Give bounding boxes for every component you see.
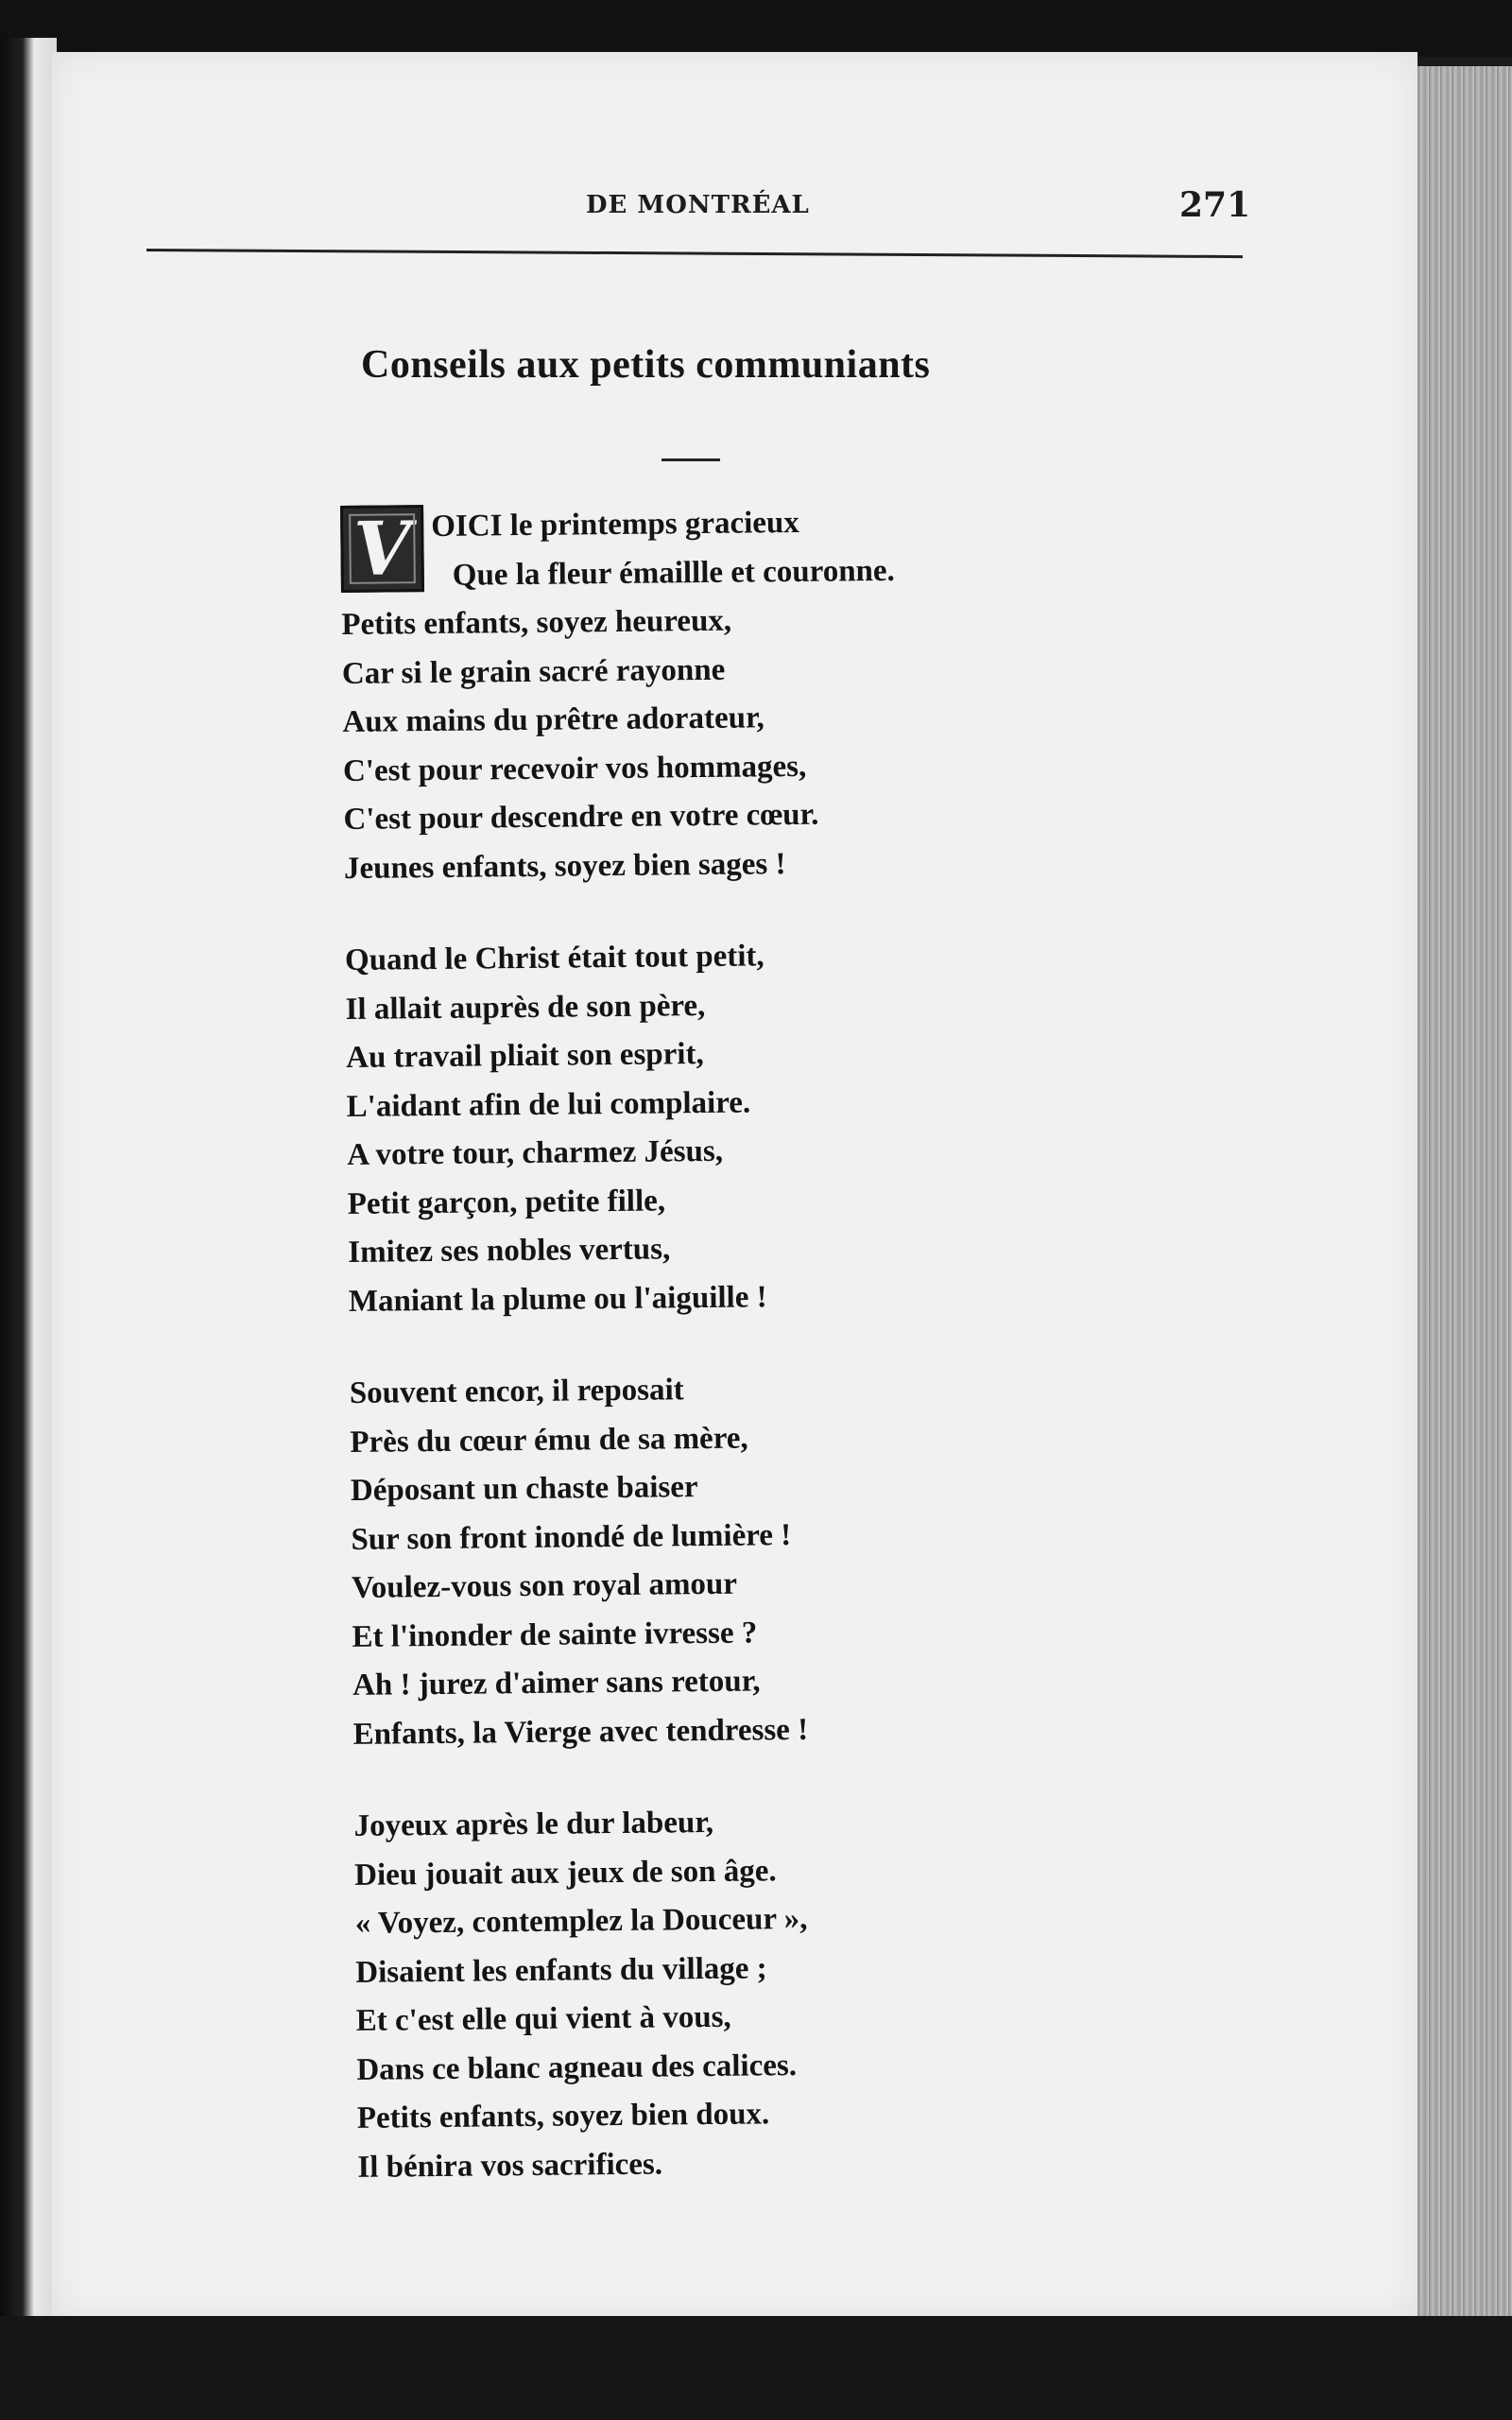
title-rule	[662, 458, 720, 461]
running-head: DE MONTRÉAL	[586, 191, 810, 219]
poem-line: Et l'inonder de sainte ivresse ?	[352, 1615, 758, 1654]
poem-line: C'est pour descendre en votre cœur.	[343, 797, 819, 837]
poem-line: Petits enfants, soyez bien doux.	[356, 2097, 770, 2135]
poem-line: C'est pour recevoir vos hommages,	[342, 749, 807, 788]
book-spine-edge	[0, 38, 57, 2363]
poem-line: Il bénira vos sacrifices.	[357, 2147, 663, 2185]
stanza-1	[340, 495, 1147, 893]
page-stack-edge	[1418, 66, 1512, 2335]
poem-line: Près du cœur ému de sa mère,	[350, 1421, 748, 1460]
poem-line: Voulez-vous son royal amour	[351, 1566, 738, 1605]
poem-line: « Voyez, contemplez la Douceur »,	[354, 1901, 808, 1941]
poem-line: Imitez ses nobles vertus,	[348, 1232, 671, 1270]
poem-line: Au travail pliait son esprit,	[345, 1037, 704, 1075]
poem-line: Déposant un chaste baiser	[350, 1470, 698, 1508]
dropcap-block	[340, 495, 1144, 601]
stanza-4	[353, 1794, 1160, 2192]
poem-line: Jeunes enfants, soyez bien sages !	[343, 846, 786, 886]
poem-line: Sur son front inondé de lumière !	[351, 1517, 792, 1557]
stanza-2	[345, 928, 1152, 1326]
page-number: 271	[1179, 185, 1251, 225]
poem-line: Souvent encor, il reposait	[349, 1373, 684, 1410]
poem-line: Et c'est elle qui vient à vous,	[355, 1999, 731, 2038]
poem-line: Que la fleur émaillle et couronne.	[452, 553, 896, 593]
poem-line: Il allait auprès de son père,	[345, 988, 706, 1027]
stanza-3	[350, 1361, 1157, 1759]
scan-border-bottom	[0, 2316, 1512, 2420]
poem-line: Joyeux après le dur labeur,	[353, 1805, 714, 1843]
poem-line: Petit garçon, petite fille,	[347, 1183, 666, 1221]
poem-line: Enfants, la Vierge avec tendresse !	[352, 1712, 809, 1752]
poem-line: OICI le printemps gracieux	[431, 505, 799, 544]
poem-line: A votre tour, charmez Jésus,	[347, 1133, 724, 1172]
poem-line: Maniant la plume ou l'aiguille !	[348, 1279, 767, 1319]
ornamental-dropcap: V	[340, 505, 424, 593]
poem-line: L'aidant afin de lui complaire.	[346, 1084, 751, 1124]
poem-line: Dieu jouait aux jeux de son âge.	[354, 1853, 777, 1893]
scan-border-top	[0, 0, 1512, 57]
poem-line: Disaient les enfants du village ;	[355, 1950, 767, 1990]
poem-line: Ah ! jurez d'aimer sans retour,	[352, 1664, 761, 1703]
poem-line: Car si le grain sacré rayonne	[341, 652, 726, 691]
poem-title: Conseils aux petits communiants	[361, 343, 931, 387]
poem-body	[340, 495, 1161, 2192]
poem-line: Quand le Christ était tout petit,	[344, 939, 765, 977]
poem-line: Dans ce blanc agneau des calices.	[356, 2048, 798, 2087]
poem-line: Aux mains du prêtre adorateur,	[342, 700, 765, 739]
poem-line: Petits enfants, soyez heureux,	[341, 603, 732, 642]
